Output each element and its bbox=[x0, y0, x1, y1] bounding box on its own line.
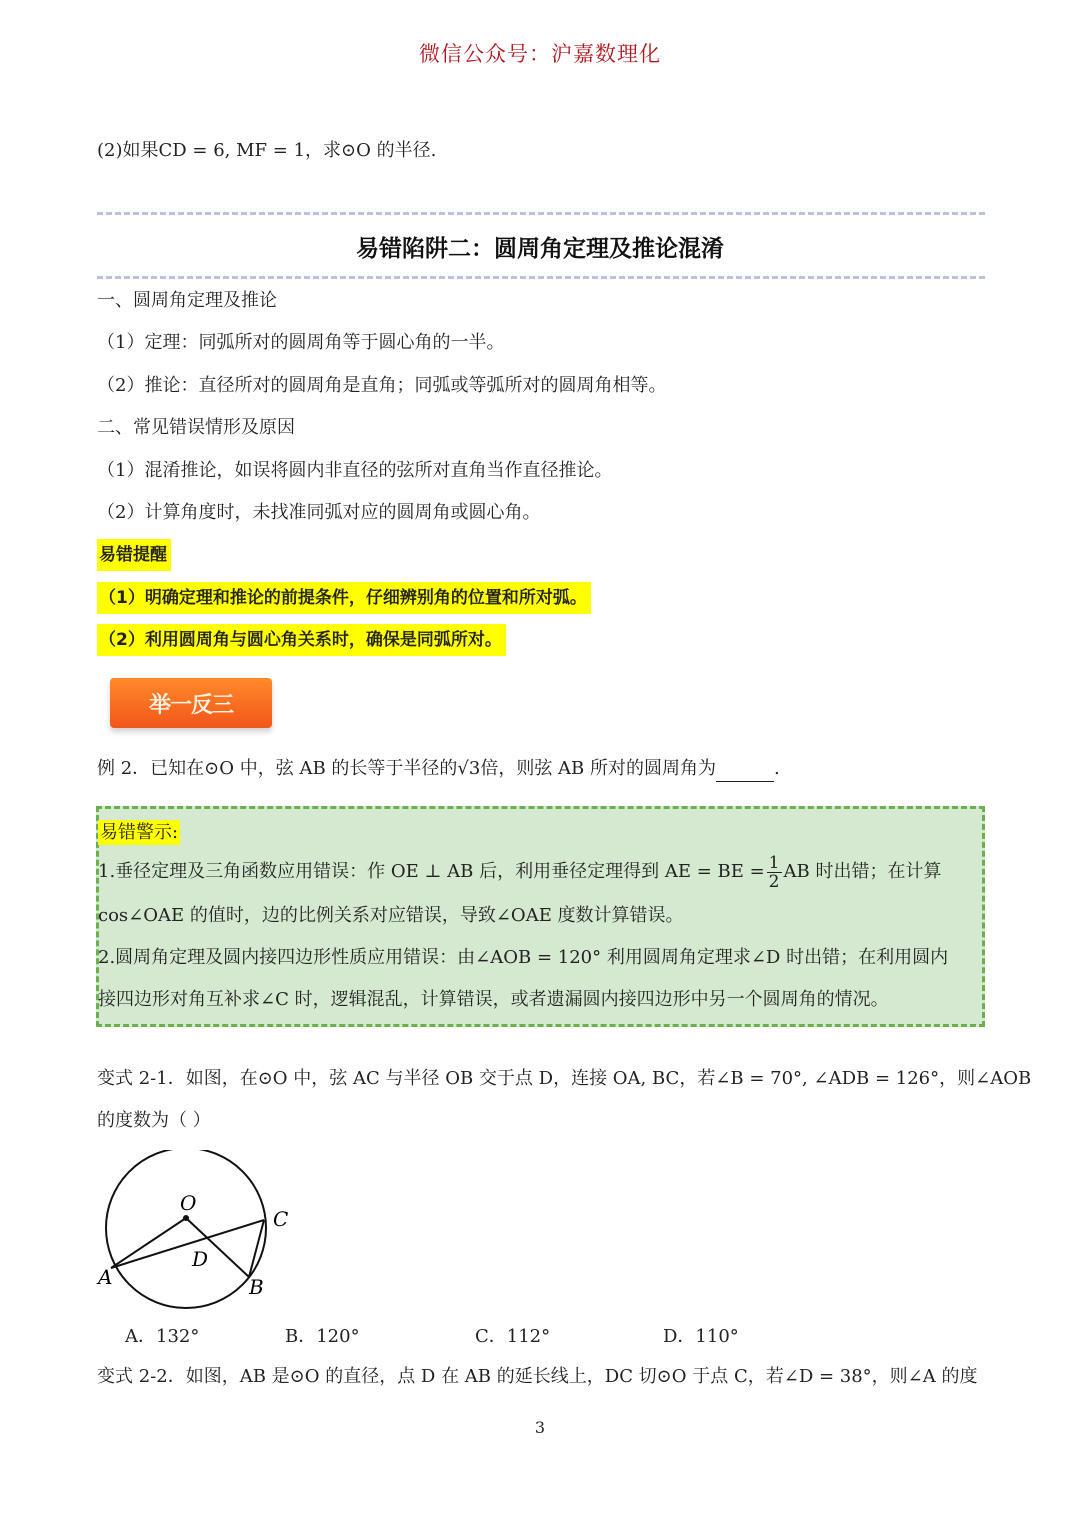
warning-line-4: 接四边形对角互补求∠C 时，逻辑混乱，计算错误，或者遗漏圆内接四边形中另一个圆周角的情况。 bbox=[98, 989, 889, 1010]
label-b: B bbox=[249, 1275, 264, 1299]
theory-heading-2: 二、常见错误情形及原因 bbox=[97, 417, 295, 438]
answer-blank bbox=[716, 763, 774, 782]
segment-bc bbox=[249, 1220, 264, 1277]
warning-line-3: 2.圆周角定理及圆内接四边形性质应用错误：由∠AOB = 120° 利用圆周角定理求∠D 时出错；在利用圆内 bbox=[98, 947, 949, 968]
label-o: O bbox=[180, 1191, 197, 1215]
example-2-prefix: 例 2．已知在⊙O 中，弦 AB 的长等于半径的 bbox=[97, 758, 458, 779]
section-divider-bottom bbox=[97, 276, 985, 279]
page-number: 3 bbox=[534, 1418, 546, 1437]
warning-line-2: cos∠OAE 的值时，边的比例关系对应错误，导致∠OAE 度数计算错误。 bbox=[98, 905, 684, 926]
segment-oa bbox=[111, 1218, 186, 1268]
circle-o bbox=[106, 1150, 266, 1308]
fraction-numerator: 1 bbox=[768, 852, 780, 873]
variant-2-1-line-2: 的度数为（ ） bbox=[97, 1110, 211, 1131]
example-2 bbox=[97, 756, 780, 782]
section-divider-top bbox=[97, 212, 985, 215]
practice-banner bbox=[110, 678, 272, 728]
option-a[interactable]: A．132° bbox=[125, 1326, 200, 1347]
warning-line-1b: AB 时出错；在计算 bbox=[783, 861, 942, 882]
theory-item-4: （2）计算角度时，未找准同弧对应的圆周角或圆心角。 bbox=[97, 502, 541, 523]
fraction-denominator: 2 bbox=[768, 871, 780, 892]
previous-question: (2)如果CD = 6, MF = 1，求⊙O 的半径. bbox=[97, 140, 437, 161]
option-c[interactable]: C．112° bbox=[475, 1326, 551, 1347]
example-2-end: . bbox=[774, 758, 780, 779]
variant-2-2-line-1: 变式 2-2．如图，AB 是⊙O 的直径，点 D 在 AB 的延长线上，DC 切⊙O 于点 C，若∠D = 38°，则∠A 的度 bbox=[97, 1366, 978, 1387]
circle-figure bbox=[96, 1150, 316, 1320]
theory-item-3: （1）混淆推论，如误将圆内非直径的弦所对直角当作直径推论。 bbox=[97, 460, 613, 481]
page-header: 微信公众号：沪嘉数理化 bbox=[419, 42, 661, 66]
example-2-suffix: 倍，则弦 AB 所对的圆周角为 bbox=[480, 758, 716, 779]
center-point bbox=[183, 1215, 189, 1221]
sqrt-three: √3 bbox=[457, 758, 481, 779]
label-c: C bbox=[273, 1207, 289, 1231]
option-d[interactable]: D．110° bbox=[663, 1326, 739, 1347]
chord-ac bbox=[111, 1220, 264, 1268]
theory-item-1: （1）定理：同弧所对的圆周角等于圆心角的一半。 bbox=[97, 332, 505, 353]
label-a: A bbox=[98, 1265, 113, 1289]
label-d: D bbox=[192, 1247, 209, 1271]
reminder-item-1: （1）明确定理和推论的前提条件，仔细辨别角的位置和所对弧。 bbox=[97, 582, 591, 614]
practice-banner-label: 举一反三 bbox=[148, 693, 233, 718]
warning-line-1 bbox=[98, 852, 941, 892]
reminder-title: 易错提醒 bbox=[97, 539, 171, 571]
warning-line-1a: 1.垂径定理及三角函数应用错误：作 OE ⊥ AB 后，利用垂径定理得到 AE = BE = bbox=[98, 861, 765, 882]
warning-title: 易错警示: bbox=[100, 822, 179, 843]
fraction-one-half bbox=[767, 854, 782, 891]
section-title: 易错陷阱二：圆周角定理及推论混淆 bbox=[356, 236, 724, 262]
reminder-item-2: （2）利用圆周角与圆心角关系时，确保是同弧所对。 bbox=[97, 624, 506, 656]
theory-item-2: （2）推论：直径所对的圆周角是直角；同弧或等弧所对的圆周角相等。 bbox=[97, 375, 667, 396]
theory-heading-1: 一、圆周角定理及推论 bbox=[97, 290, 277, 311]
option-b[interactable]: B．120° bbox=[285, 1326, 360, 1347]
variant-2-1-line-1: 变式 2-1．如图，在⊙O 中，弦 AC 与半径 OB 交于点 D，连接 OA, BC，若∠B = 70°, ∠ADB = 126°，则∠AOB bbox=[97, 1068, 1032, 1089]
